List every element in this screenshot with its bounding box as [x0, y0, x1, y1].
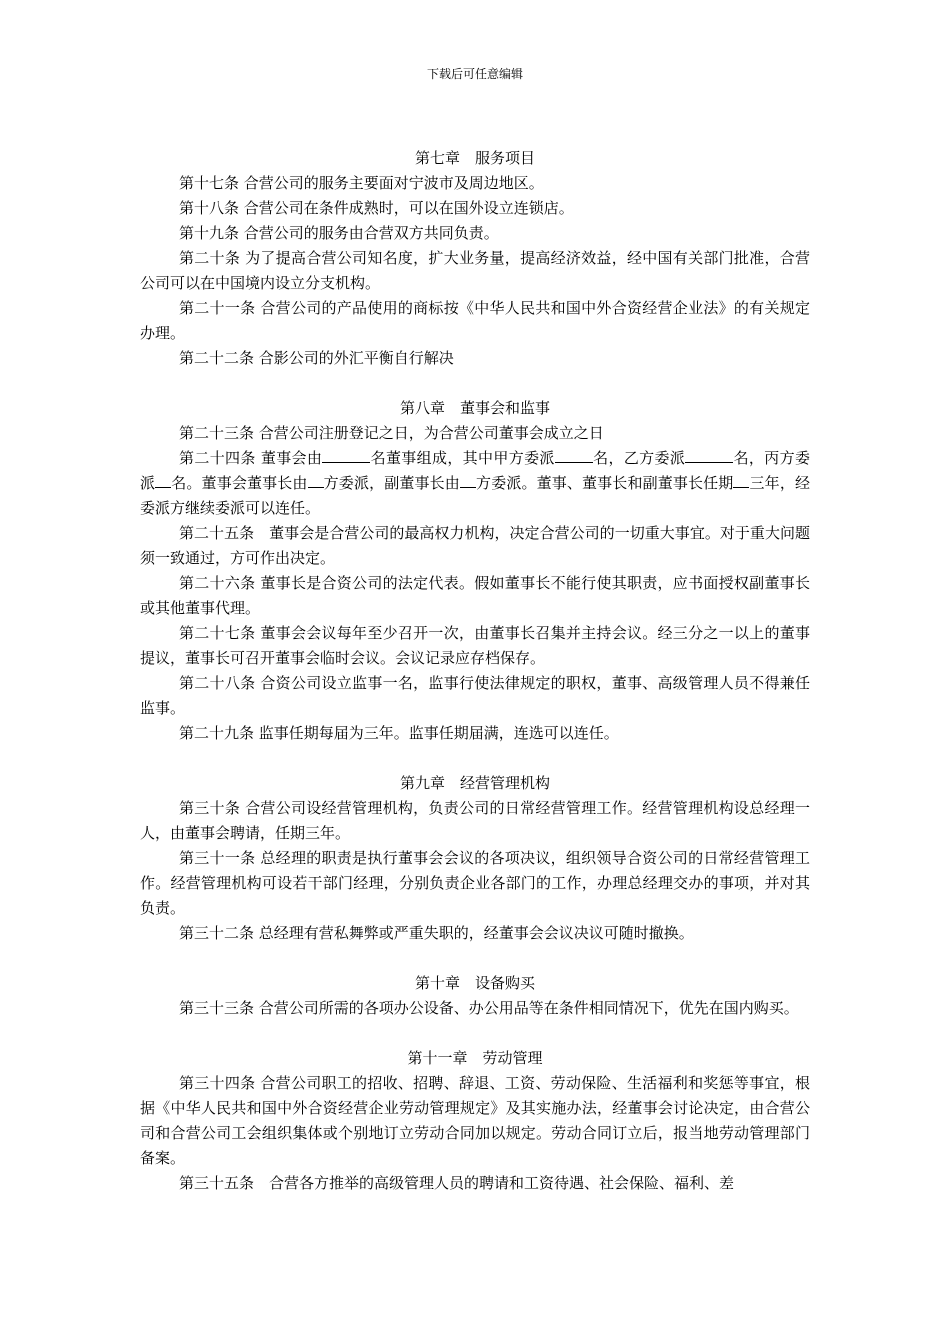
- article-21: 第二十一条 合营公司的产品使用的商标按《中华人民共和国中外合资经营企业法》的有关规定办理。: [140, 299, 810, 342]
- article-31: 第三十一条 总经理的职责是执行董事会会议的各项决议，组织领导合资公司的日常经营管理工作。经营管理机构可设若干部门经理，分别负责企业各部门的工作，办理总经理交办的事项，并对其负责。: [140, 849, 810, 917]
- document-body: [140, 146, 810, 1196]
- chapter-title: 第八章 董事会和监事: [399, 399, 550, 417]
- article-32: 第三十二条 总经理有营私舞弊或严重失职的，经董事会会议决议可随时撤换。: [179, 924, 694, 942]
- blank-line: [308, 471, 324, 488]
- chapter-11: [140, 1046, 810, 1196]
- chapter-title: 第九章 经营管理机构: [399, 774, 550, 792]
- chapter-title: 第十一章 劳动管理: [407, 1049, 543, 1067]
- article-17: 第十七条 合营公司的服务主要面对宁波市及周边地区。: [179, 174, 544, 192]
- chapter-title: 第七章 服务项目: [414, 149, 535, 167]
- blank-line: [685, 446, 733, 463]
- article-24: 第二十四条 董事会由 名董事组成，其中甲方委派 名，乙方委派 名，丙方委派 名。董事会董事长由 方委派，副董事长由 方委派。董事、董事长和副董事长任期 三年，经委派方继续委派可以连任。: [140, 446, 810, 521]
- blank-line: [555, 446, 593, 463]
- blank-line: [733, 471, 749, 488]
- article-35: 第三十五条 合营各方推举的高级管理人员的聘请和工资待遇、社会保险、福利、差: [179, 1174, 735, 1192]
- chapter-7: [140, 146, 810, 371]
- article-28: 第二十八条 合资公司设立监事一名，监事行使法律规定的职权，董事、高级管理人员不得兼任监事。: [140, 674, 810, 717]
- article-18: 第十八条 合营公司在条件成熟时，可以在国外设立连锁店。: [179, 199, 574, 217]
- blank-line: [155, 471, 171, 488]
- article-34: 第三十四条 合营公司职工的招收、招聘、辞退、工资、劳动保险、生活福利和奖惩等事宜，根据《中华人民共和国中外合资经营企业劳动管理规定》及其实施办法，经董事会讨论决定，由合营公司和合营公司工会组织集体或个别地订立劳动合同加以规定。劳动合同订立后，报当地劳动管理部门备案。: [140, 1074, 810, 1167]
- article-27: 第二十七条 董事会会议每年至少召开一次，由董事长召集并主持会议。经三分之一以上的董事提议，董事长可召开董事会临时会议。会议记录应存档保存。: [140, 624, 810, 667]
- article-20: 第二十条 为了提高合营公司知名度，扩大业务量，提高经济效益，经中国有关部门批准，合营公司可以在中国境内设立分支机构。: [140, 249, 810, 292]
- chapter-10: [140, 971, 810, 1021]
- article-29: 第二十九条 监事任期每届为三年。监事任期届满，连选可以连任。: [179, 724, 619, 742]
- chapter-title: 第十章 设备购买: [414, 974, 535, 992]
- article-23: 第二十三条 合营公司注册登记之日，为合营公司董事会成立之日: [179, 424, 604, 442]
- article-33: 第三十三条 合营公司所需的各项办公设备、办公用品等在条件相同情况下，优先在国内购买。: [179, 999, 799, 1017]
- blank-line: [322, 446, 370, 463]
- article-22: 第二十二条 合影公司的外汇平衡自行解决: [179, 349, 454, 367]
- article-30: 第三十条 合营公司设经营管理机构，负责公司的日常经营管理工作。经营管理机构设总经理一人，由董事会聘请，任期三年。: [140, 799, 810, 842]
- chapter-8: [140, 396, 810, 746]
- chapter-9: [140, 771, 810, 946]
- article-25: 第二十五条 董事会是合营公司的最高权力机构，决定合营公司的一切重大事宜。对于重大问题须一致通过，方可作出决定。: [140, 524, 810, 567]
- article-26: 第二十六条 董事长是合资公司的法定代表。假如董事长不能行使其职责，应书面授权副董事长或其他董事代理。: [140, 574, 810, 617]
- blank-line: [460, 471, 476, 488]
- article-19: 第十九条 合营公司的服务由合营双方共同负责。: [179, 224, 499, 242]
- page-header: 下载后可任意编辑: [426, 67, 523, 81]
